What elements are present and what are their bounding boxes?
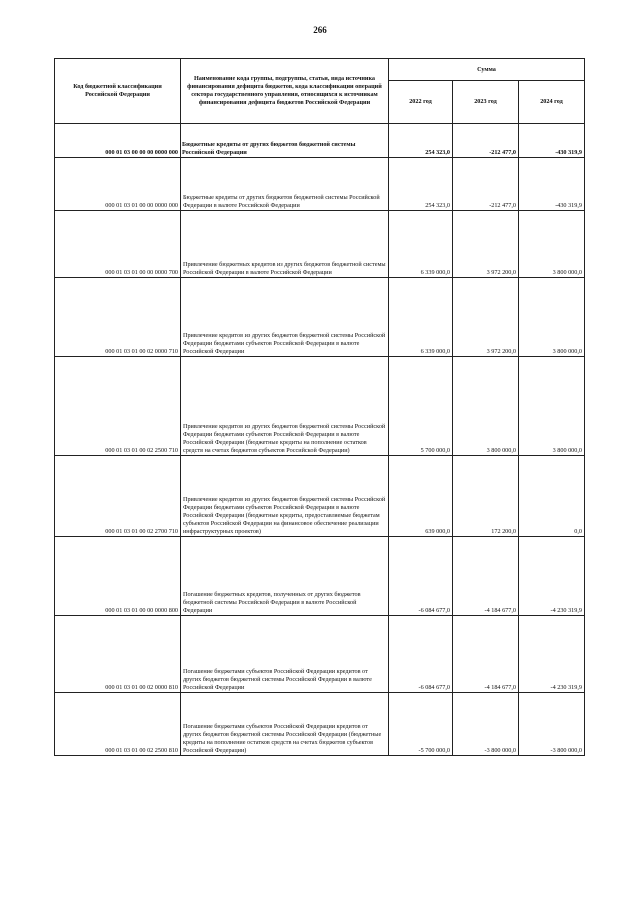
row-name: Погашение бюджетных кредитов, полученных от других бюджетов бюджетной системы Российской Федерации в валюте Российской Федерации [181,537,389,616]
row-value-2022: 6 339 000,0 [389,211,453,278]
row-value-2022: 254 323,0 [389,158,453,211]
row-code: 000 01 03 01 00 00 0000 700 [55,211,181,278]
row-code: 000 01 03 01 00 00 0000 800 [55,537,181,616]
row-value-2023: -4 184 677,0 [453,616,519,693]
header-sum: Сумма [389,59,585,81]
row-value-2023: -4 184 677,0 [453,537,519,616]
row-value-2022: 639 000,0 [389,456,453,537]
header-year-2022: 2022 год [389,81,453,124]
row-value-2023: 3 972 200,0 [453,211,519,278]
table-row [55,211,585,278]
row-code: 000 01 03 01 00 02 2500 810 [55,693,181,756]
row-name: Погашение бюджетами субъектов Российской Федерации кредитов от других бюджетов бюджетной системы Российской Федерации в валюте Российской Федерации [181,616,389,693]
row-value-2024: -4 230 319,9 [519,537,585,616]
row-value-2024: 0,0 [519,456,585,537]
row-value-2024: 3 800 000,0 [519,357,585,456]
header-code: Код бюджетной классификации Российской Федерации [55,59,181,124]
header-name: Наименование кода группы, подгруппы, статьи, вида источника финансирования дефицита бюджетов, кода классификации операций сектора государственного управления, относящихся к источникам финансирования дефицита бюджетов Российской Федерации [181,59,389,124]
header-year-2024: 2024 год [519,81,585,124]
row-name: Привлечение кредитов из других бюджетов бюджетной системы Российской Федерации бюджетами субъектов Российской Федерации в валюте Российской Федерации (бюджетные кредиты, предоставляемые бюджетам субъектов Российской Федерации на финансовое обеспечение реализации инфраструктурных проектов) [181,456,389,537]
table-row [55,616,585,693]
budget-sources-table [54,58,585,756]
row-value-2023: -212 477,0 [453,158,519,211]
row-value-2022: 254 323,0 [389,124,453,158]
row-code: 000 01 03 01 00 02 2700 710 [55,456,181,537]
row-code: 000 01 03 01 00 00 0000 000 [55,158,181,211]
row-code: 000 01 03 01 00 02 0000 710 [55,278,181,357]
row-value-2023: 3 972 200,0 [453,278,519,357]
table-row [55,357,585,456]
row-name: Привлечение бюджетных кредитов из других бюджетов бюджетной системы Российской Федерации в валюте Российской Федерации [181,211,389,278]
header-year-2023: 2023 год [453,81,519,124]
row-name: Привлечение кредитов из других бюджетов бюджетной системы Российской Федерации бюджетами субъектов Российской Федерации в валюте Российской Федерации [181,278,389,357]
row-value-2022: 5 700 000,0 [389,357,453,456]
table-row [55,456,585,537]
row-value-2023: 3 800 000,0 [453,357,519,456]
row-code: 000 01 03 00 00 00 0000 000 [55,124,181,158]
table-row [55,693,585,756]
row-value-2022: 6 339 000,0 [389,278,453,357]
table-row [55,537,585,616]
row-name: Погашение бюджетами субъектов Российской Федерации кредитов от других бюджетов бюджетной системы Российской Федерации (бюджетные кредиты на пополнение остатков средств на счетах бюджетов субъектов Российской Федерации) [181,693,389,756]
row-value-2023: -3 800 000,0 [453,693,519,756]
row-name: Бюджетные кредиты от других бюджетов бюджетной системы Российской Федерации в валюте Российской Федерации [181,158,389,211]
row-value-2024: 3 800 000,0 [519,278,585,357]
row-code: 000 01 03 01 00 02 0000 810 [55,616,181,693]
table-row [55,158,585,211]
row-value-2023: 172 200,0 [453,456,519,537]
row-value-2024: -3 800 000,0 [519,693,585,756]
row-name: Бюджетные кредиты от других бюджетов бюджетной системы Российской Федерации [181,124,389,158]
page-number: 266 [313,25,327,35]
table-row [55,278,585,357]
row-value-2022: -5 700 000,0 [389,693,453,756]
row-value-2024: -4 230 319,9 [519,616,585,693]
row-value-2022: -6 084 677,0 [389,616,453,693]
row-value-2024: -430 319,9 [519,158,585,211]
row-value-2022: -6 084 677,0 [389,537,453,616]
row-value-2023: -212 477,0 [453,124,519,158]
row-name: Привлечение кредитов из других бюджетов бюджетной системы Российской Федерации бюджетами субъектов Российской Федерации в валюте Российской Федерации (бюджетные кредиты на пополнение остатков средств на счетах бюджетов субъектов Российской Федерации) [181,357,389,456]
row-value-2024: -430 319,9 [519,124,585,158]
row-code: 000 01 03 01 00 02 2500 710 [55,357,181,456]
table-row [55,124,585,158]
row-value-2024: 3 800 000,0 [519,211,585,278]
